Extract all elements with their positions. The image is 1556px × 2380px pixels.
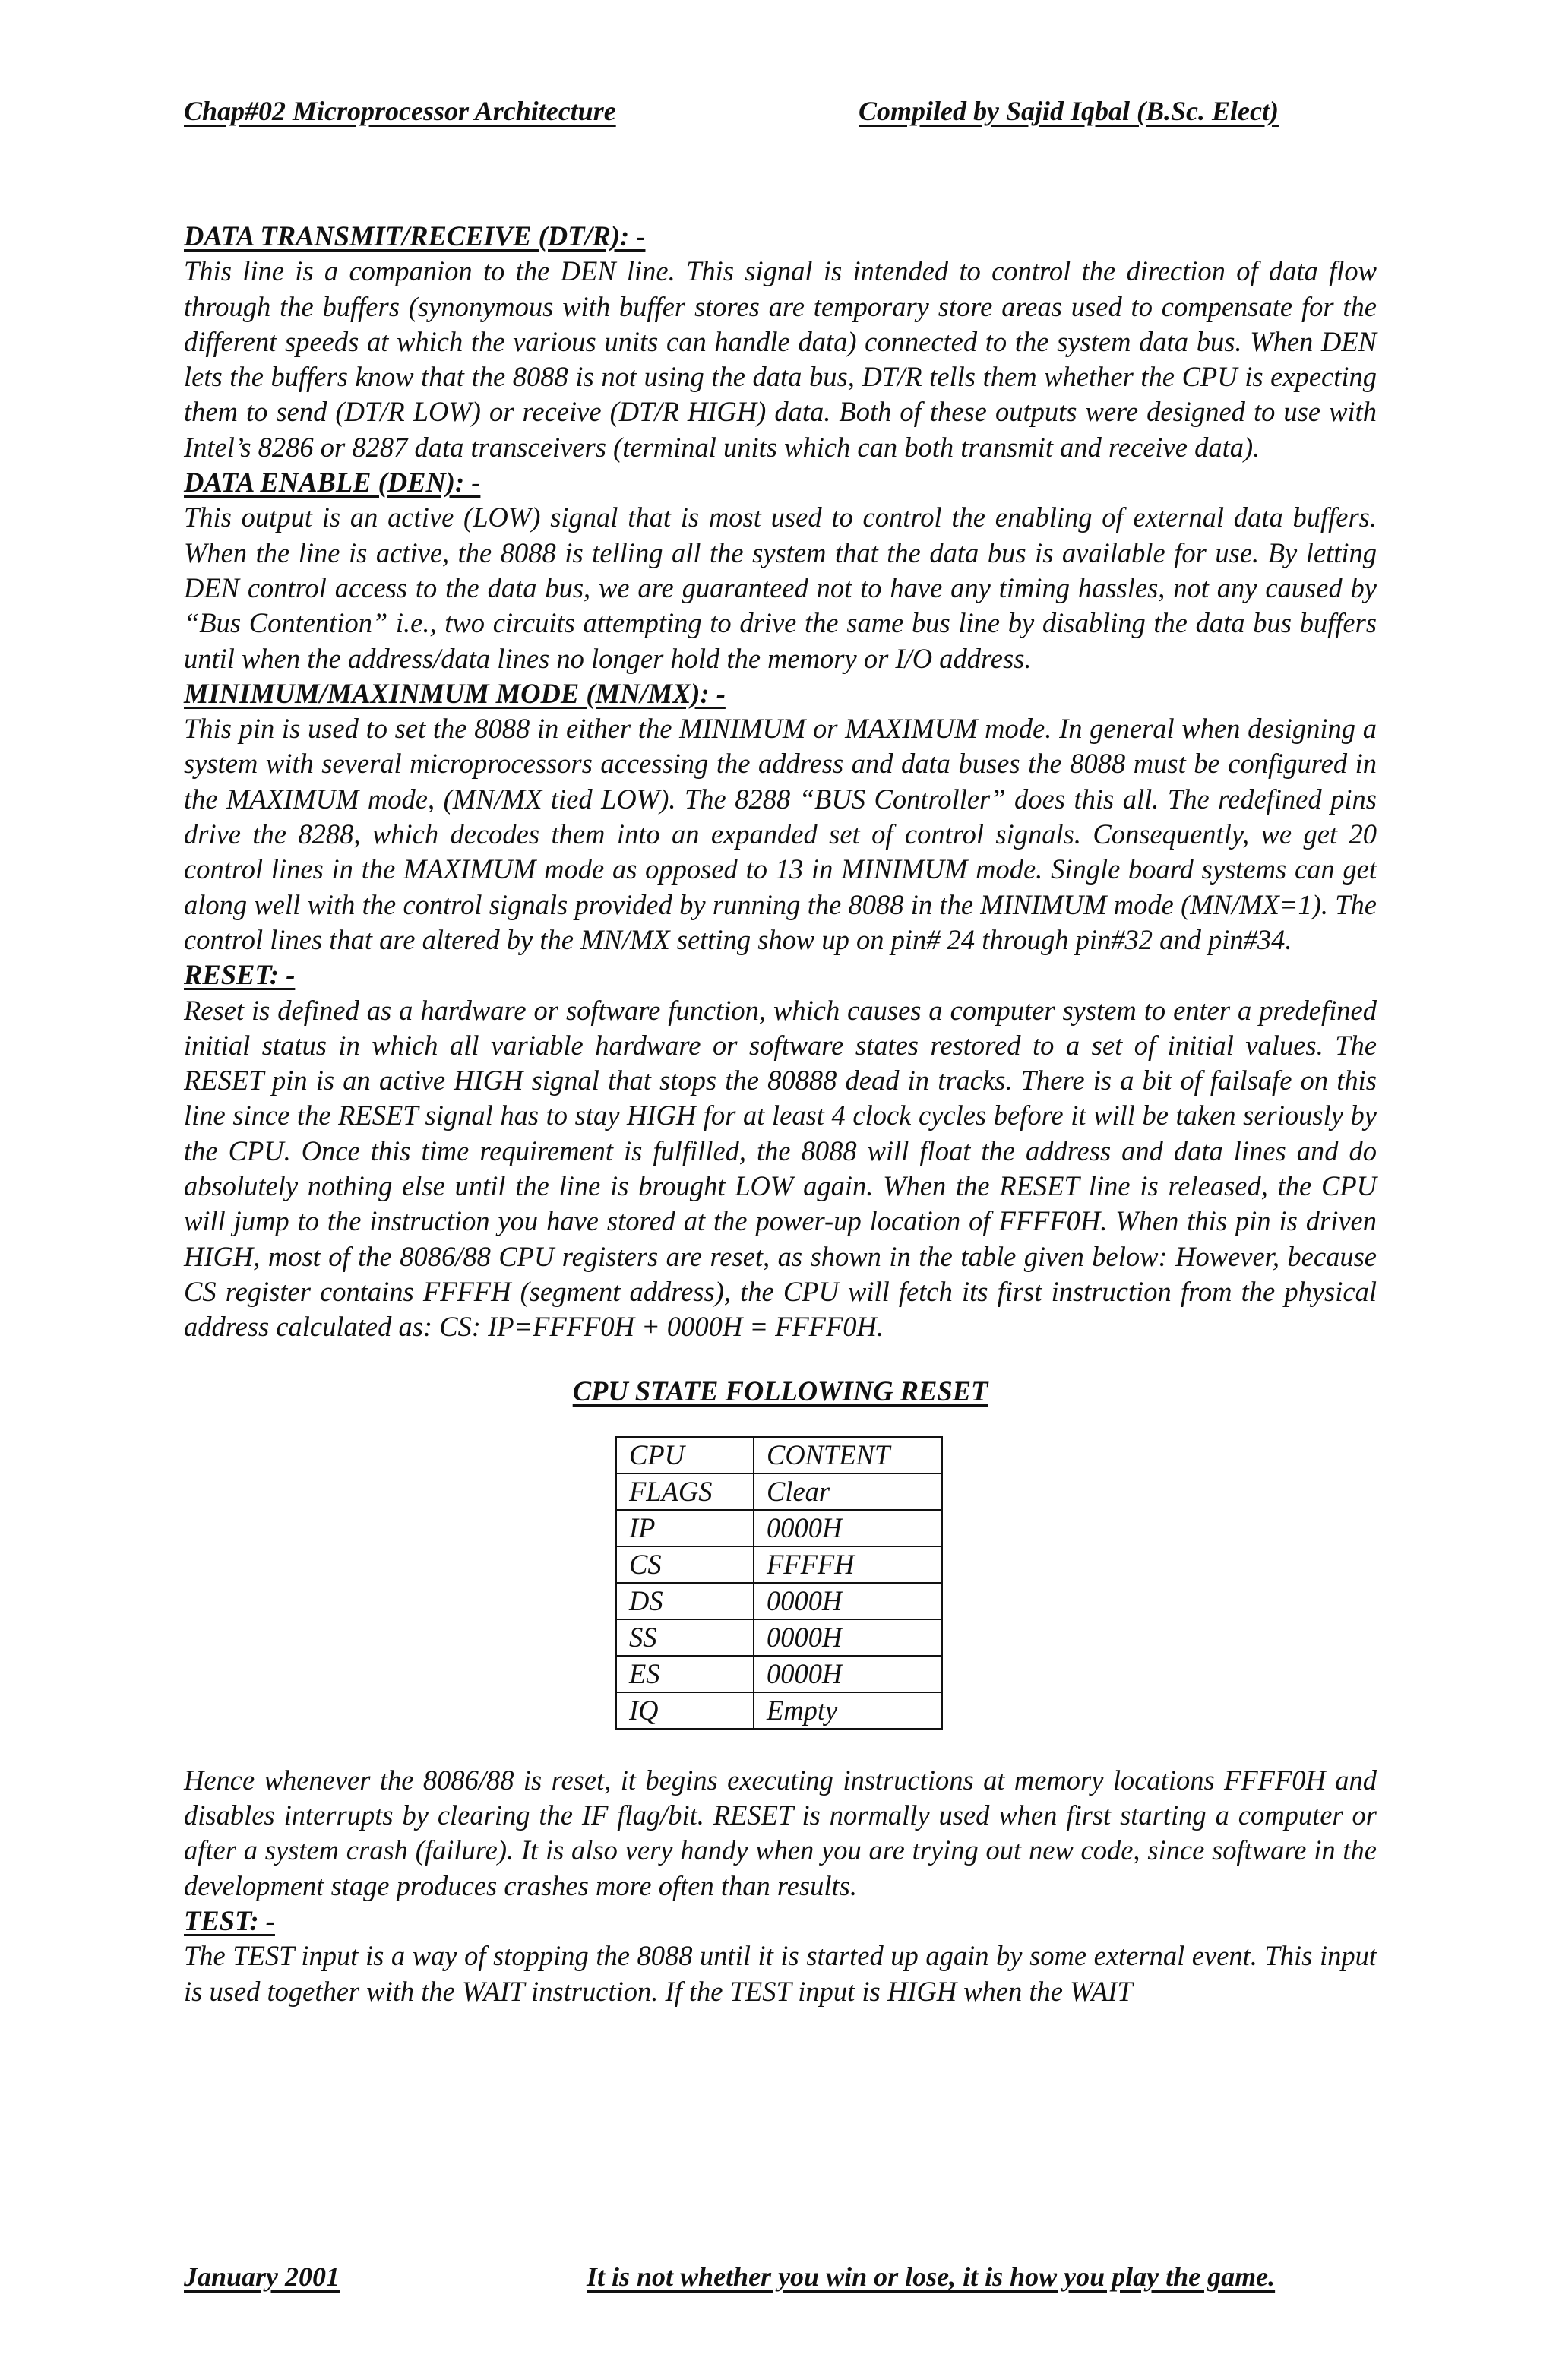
table-cell: FFFFH <box>754 1546 942 1583</box>
table-cell: IQ <box>616 1692 754 1729</box>
section-text-dtr: This line is a companion to the DEN line. This signal is intended to control the direction of data flow through the buffers (synonymous with buffer stores are temporary store areas used to compensate for the different speeds at which the various units can handle data) connected to the system data bus. When DEN lets the buffers know that the 8088 is not using the data bus, DT/R tells them whether the CPU is expecting them to send (DT/R LOW) or receive (DT/R HIGH) data. Both of these outputs were designed to use with Intel’s 8286 or 8287 data transceivers (terminal units which can both transmit and receive data). <box>184 255 1377 463</box>
reset-followup-text: Hence whenever the 8086/88 is reset, it begins executing instructions at memory locations FFFF0H and disables interrupts by clearing the IF flag/bit. RESET is normally used when first starting a computer or after a system crash (failure). It is also very handy when you are trying out new code, since software in the development stage produces crashes more often than results. <box>184 1764 1377 1901</box>
table-cell: DS <box>616 1583 754 1619</box>
cpu-reset-state-table <box>615 1436 943 1730</box>
table-row <box>616 1583 942 1619</box>
section-text-reset: Reset is defined as a hardware or software function, which causes a computer system to enter a predefined initial status in which all variable hardware or software states restored to a set of initial values. The RESET pin is an active HIGH signal that stops the 80888 dead in tracks. There is a bit of failsafe on this line since the RESET signal has to stay HIGH for at least 4 clock cycles before it will be taken seriously by the CPU. Once this time requirement is fulfilled, the 8088 will float the address and data lines and do absolutely nothing else until the line is brought LOW again. When the RESET line is released, the CPU will jump to the instruction you have stored at the power-up location of FFFF0H. When this pin is driven HIGH, most of the 8086/88 CPU registers are reset, as shown in the table given below: However, because CS register contains FFFFH (segment address), the CPU will fetch its first instruction from the physical address calculated as: CS: IP=FFFF0H + 0000H = FFFF0H. <box>184 994 1377 1343</box>
table-cell: 0000H <box>754 1619 942 1656</box>
header-compiler-credit: Compiled by Sajid Iqbal (B.Sc. Elect) <box>859 96 1279 126</box>
table-cell: Clear <box>754 1473 942 1510</box>
section-text-den: This output is an active (LOW) signal that is most used to control the enabling of external data buffers. When the line is active, the 8088 is telling all the system that the data bus is available for use. By letting DEN control access to the data bus, we are guaranteed not to have any timing hassles, not any caused by “Bus Contention” i.e., two circuits attempting to drive the same bus line by disabling the data bus buffers until when the address/data lines no longer hold the memory or I/O address. <box>184 502 1377 674</box>
table-row <box>616 1437 942 1473</box>
reset-table-title: CPU STATE FOLLOWING RESET <box>572 1375 988 1407</box>
table-row <box>616 1510 942 1546</box>
table-cell: CONTENT <box>754 1437 942 1473</box>
table-row <box>616 1656 942 1692</box>
table-row <box>616 1473 942 1510</box>
table-cell: 0000H <box>754 1583 942 1619</box>
section-heading-reset: RESET: - <box>184 959 296 991</box>
spacer <box>184 1730 1377 1763</box>
table-cell: 0000H <box>754 1656 942 1692</box>
table-cell: CS <box>616 1546 754 1583</box>
table-cell: 0000H <box>754 1510 942 1546</box>
section-text-mnmx: This pin is used to set the 8088 in either the MINIMUM or MAXIMUM mode. In general when designing a system with several microprocessors accessing the address and data buses the 8088 must be configured in the MAXIMUM mode, (MN/MX tied LOW). The 8288 “BUS Controller” does this all. The redefined pins drive the 8288, which decodes them into an expanded set of control signals. Consequently, we get 20 control lines in the MAXIMUM mode as opposed to 13 in MINIMUM mode. Single board systems can get along well with the control signals provided by running the 8088 in the MINIMUM mode (MN/MX=1). The control lines that are altered by the MN/MX setting show up on pin# 24 through pin#32 and pin#34. <box>184 713 1377 955</box>
table-cell: ES <box>616 1656 754 1692</box>
table-cell: FLAGS <box>616 1473 754 1510</box>
header-chapter-title: Chap#02 Microprocessor Architecture <box>184 96 616 126</box>
table-row <box>616 1619 942 1656</box>
table-row <box>616 1546 942 1583</box>
table-cell: CPU <box>616 1437 754 1473</box>
section-heading-mnmx: MINIMUM/MAXINMUM MODE (MN/MX): - <box>184 677 726 709</box>
section-heading-den: DATA ENABLE (DEN): - <box>184 467 481 498</box>
footer-date: January 2001 <box>184 2261 340 2292</box>
section-heading-test: TEST: - <box>184 1904 275 1936</box>
table-cell: Empty <box>754 1692 942 1729</box>
section-text-test: The TEST input is a way of stopping the 8088 until it is started up again by some external event. This input is used together with the WAIT instruction. If the TEST input is HIGH when the WAIT <box>184 1940 1377 2007</box>
section-heading-dtr: DATA TRANSMIT/RECEIVE (DT/R): - <box>184 220 646 252</box>
table-row <box>616 1692 942 1729</box>
table-cell: IP <box>616 1510 754 1546</box>
table-cell: SS <box>616 1619 754 1656</box>
footer-quote: It is not whether you win or lose, it is how you play the game. <box>587 2261 1276 2292</box>
document-body <box>184 219 1377 2009</box>
